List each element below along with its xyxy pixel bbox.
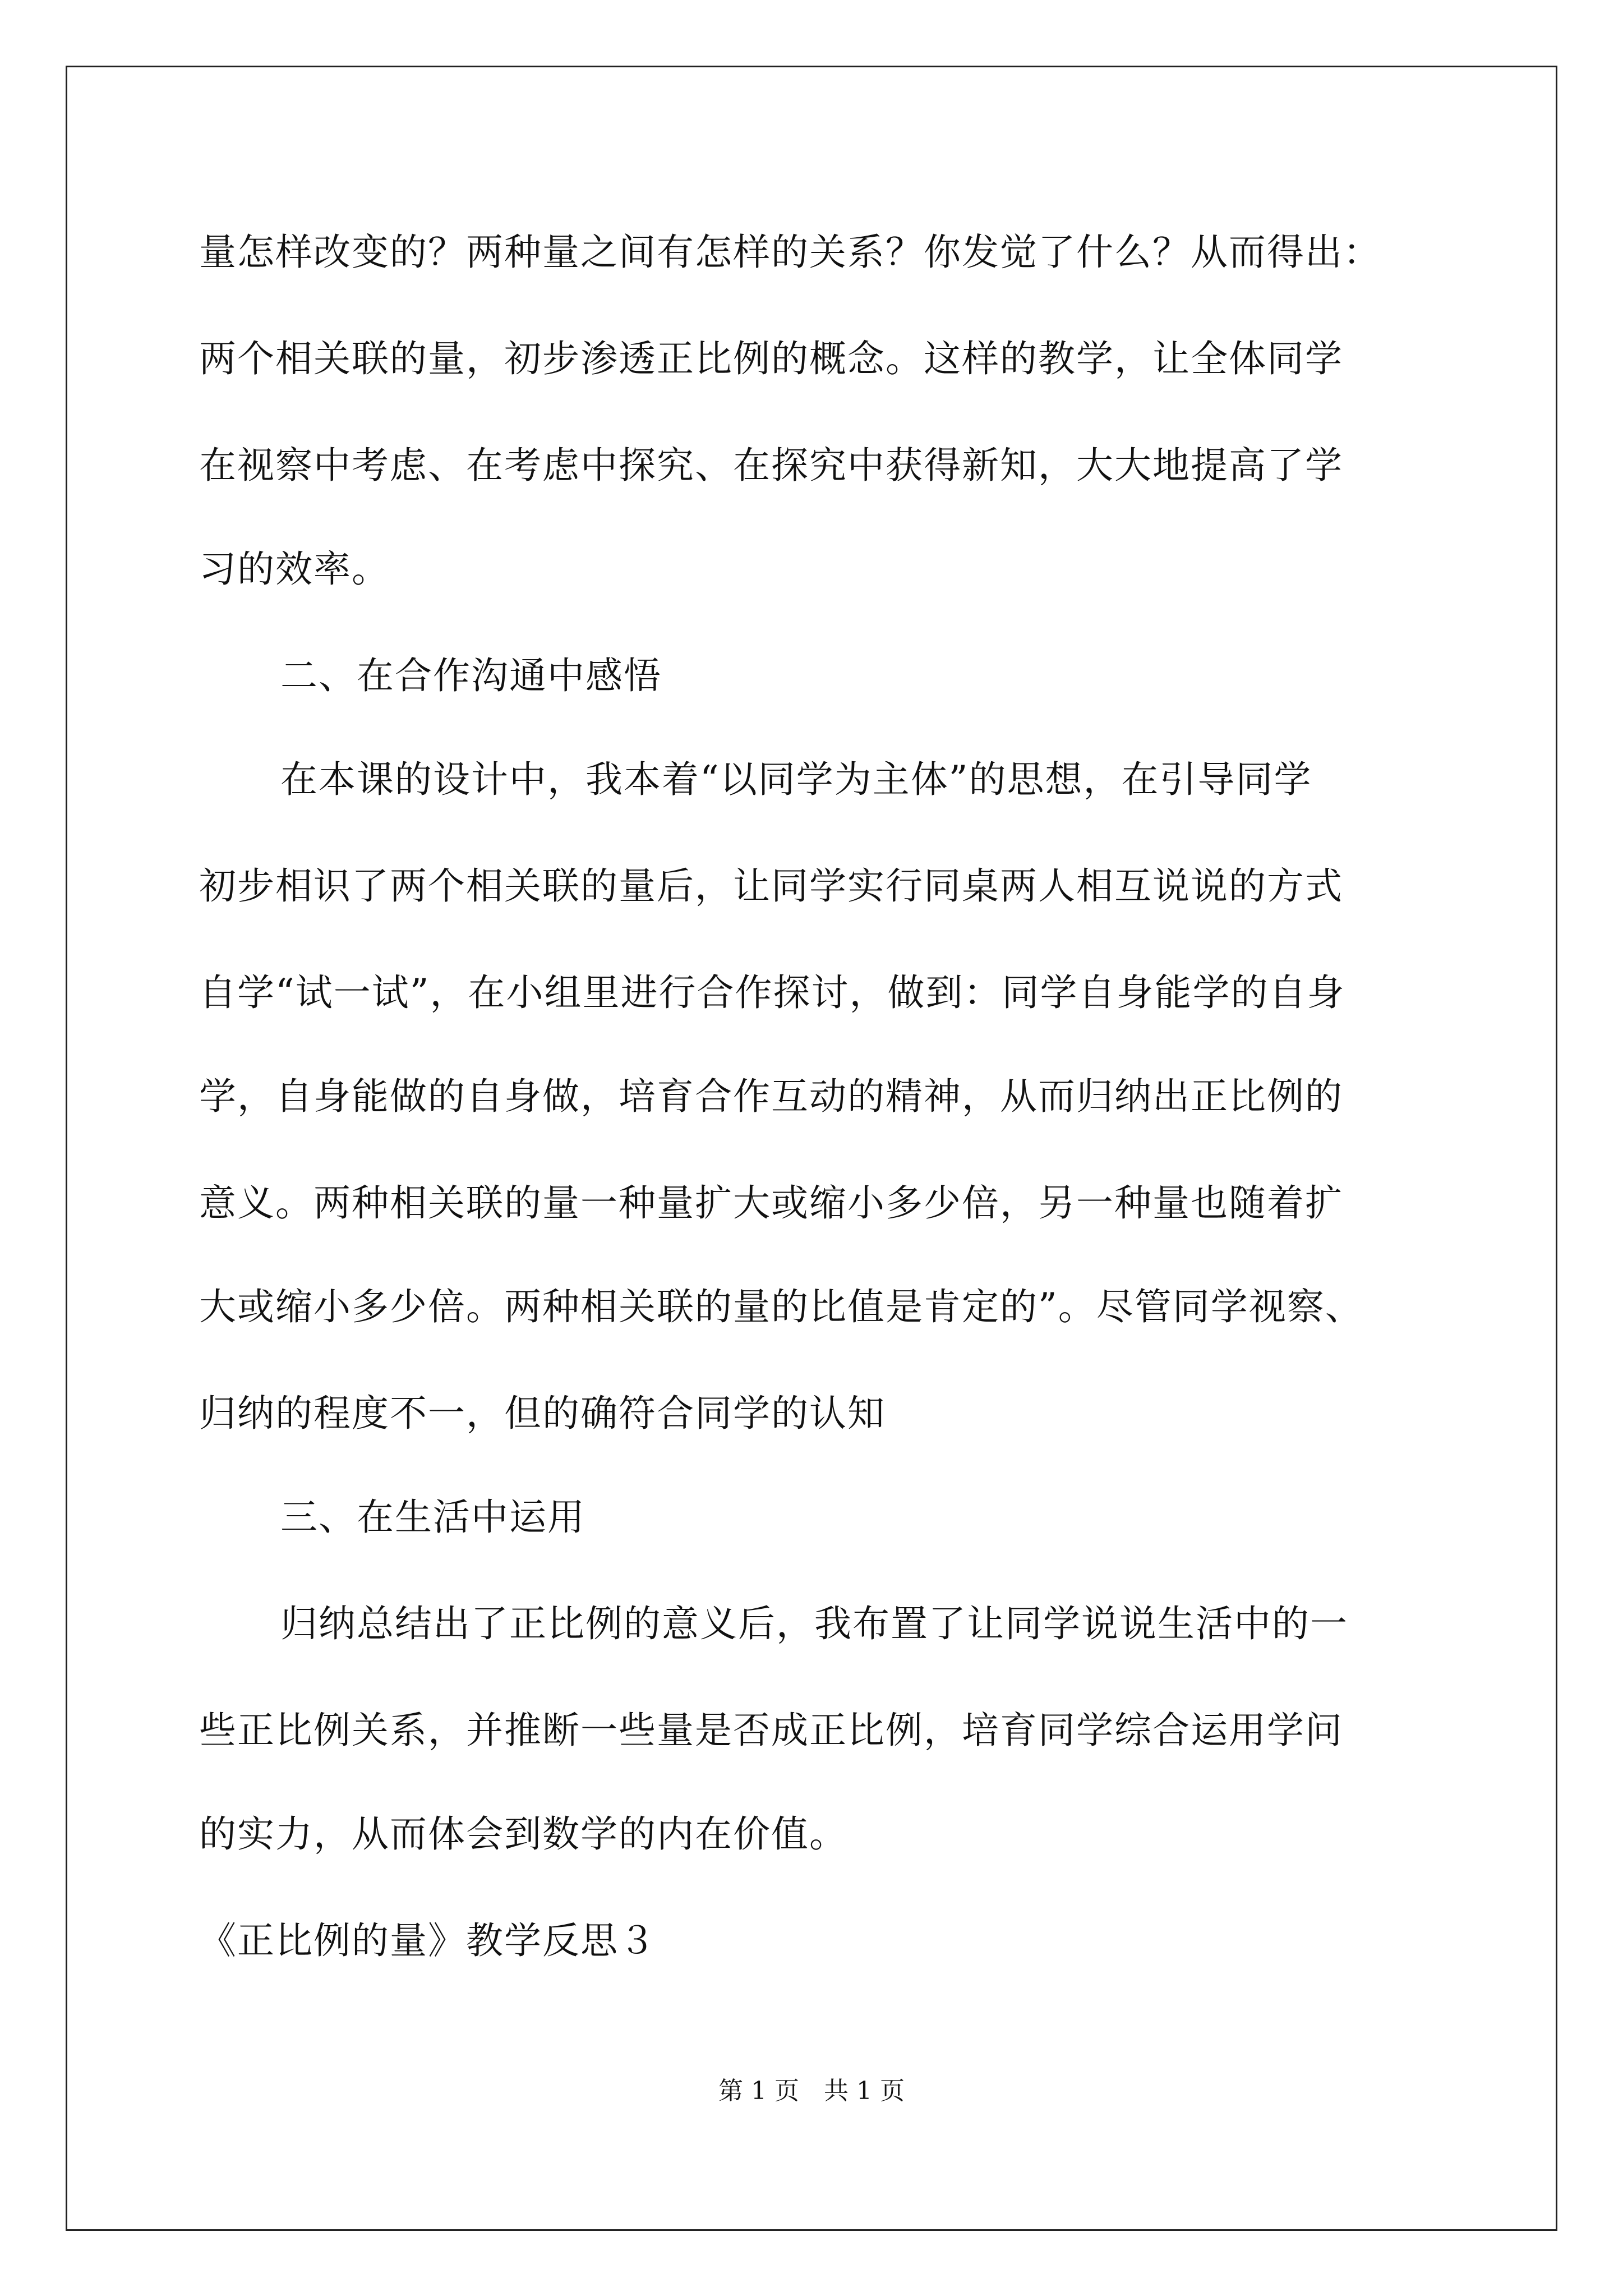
page-number-footer: 第 1 页 共 1 页 xyxy=(718,2077,905,2105)
page-border xyxy=(66,66,1557,2231)
paragraph-line: 习的效率。 xyxy=(199,547,390,591)
section-heading-2: 二、在合作沟通中感悟 xyxy=(280,654,662,697)
paragraph-line: 量怎样改变的？两种量之间有怎样的关系？你发觉了什么？从而得出： xyxy=(199,231,1381,274)
paragraph-line: 学，自身能做的自身做，培育合作互动的精神，从而归纳出正比例的 xyxy=(199,1075,1343,1118)
paragraph-line: 初步相识了两个相关联的量后，让同学实行同桌两人相互说说的方式 xyxy=(199,864,1343,908)
paragraph-line: 的实力，从而体会到数学的内在价值。 xyxy=(199,1812,847,1856)
section-heading-3: 三、在生活中运用 xyxy=(280,1496,585,1539)
paragraph-line: 些正比例关系，并推断一些量是否成正比例，培育同学综合运用学问 xyxy=(199,1709,1343,1752)
paragraph-line: 两个相关联的量，初步渗透正比例的概念。这样的教学，让全体同学 xyxy=(199,337,1343,380)
paragraph-line: 在视察中考虑、在考虑中探究、在探究中获得新知，大大地提高了学 xyxy=(199,444,1343,487)
paragraph-line: 意义。两种相关联的量一种量扩大或缩小多少倍，另一种量也随着扩 xyxy=(199,1181,1343,1225)
next-section-title: 《正比例的量》教学反思３ xyxy=(199,1919,657,1962)
paragraph-line: 归纳总结出了正比例的意义后，我布置了让同学说说生活中的一 xyxy=(280,1602,1348,1645)
paragraph-line: 归纳的程度不一，但的确符合同学的认知 xyxy=(199,1392,886,1435)
paragraph-line: 大或缩小多少倍。两种相关联的量的比值是肯定的”。尽管同学视察、 xyxy=(199,1285,1363,1328)
paragraph-line: 在本课的设计中，我本着“以同学为主体”的思想，在引导同学 xyxy=(280,758,1312,801)
paragraph-line: 自学“试一试”，在小组里进行合作探讨，做到：同学自身能学的自身 xyxy=(199,971,1345,1014)
